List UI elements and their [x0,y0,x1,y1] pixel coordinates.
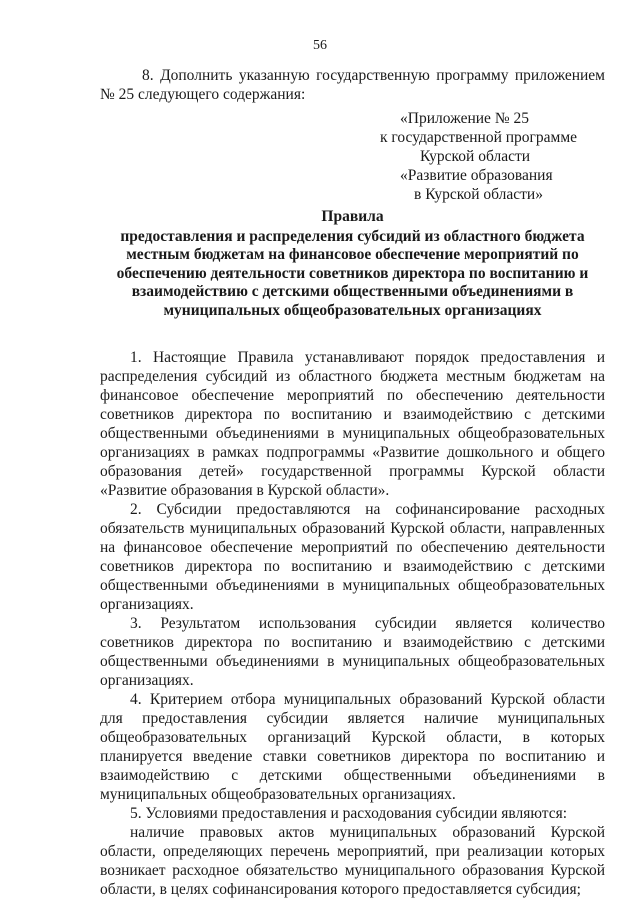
paragraph-5-condition-1: наличие правовых актов муниципальных образований Курской области, определяющих перечень мероприятий, при реализации которых возникает расходное обязательство муниципального образования Курской области, в целях софинансирования которого предоставляется субсидия; [100,824,605,898]
rules-subtitle: предоставления и распределения субсидий из областного бюджета местным бюджетам на финансовое обеспечение мероприятий по обеспечению деятельности советников директора по воспитанию и взаимодействию с детскими общественными объединениями в муниципальных общеобразовательных организациях [116,227,589,319]
page-number: 56 [313,38,327,53]
paragraph-5: 5. Условиями предоставления и расходования субсидии являются: [130,805,568,822]
paragraph-4: 4. Критерием отбора муниципальных образований Курской области для предоставления субсидии является наличие муниципальных общеобразовательных организаций Курской области, в которых планируется введение ставки советников директора по воспитанию и взаимодействию с детскими общественными объединениями в муниципальных общеобразовательных организациях. [100,691,605,803]
appendix-line: Курской области [420,148,531,165]
appendix-line: в Курской области» [414,186,543,203]
appendix-reference [370,109,610,204]
paragraph-2: 2. Субсидии предоставляются на софинансирование расходных обязательств муниципальных образований Курской области, направленных на финансовое обеспечение мероприятий по обеспечению деятельности советников директора по воспитанию и взаимодействию с детскими общественными объединениями в муниципальных общеобразовательных организациях. [100,501,605,613]
appendix-line: «Приложение № 25 [400,110,529,127]
appendix-line: к государственной программе [380,129,578,146]
rules-title-block [100,208,605,320]
appendix-line: «Развитие образования [400,167,553,184]
rules-title: Правила [321,208,384,225]
intro-section [100,66,605,104]
intro-paragraph: 8. Дополнить указанную государственную программу приложением № 25 следующего содержания: [100,67,605,103]
paragraph-3: 3. Результатом использования субсидии является количество советников директора по воспитанию и взаимодействию с детскими общественными объединениями в муниципальных общеобразовательных организациях. [100,615,605,689]
paragraph-1: 1. Настоящие Правила устанавливают порядок предоставления и распределения субсидий из областного бюджета местным бюджетам на финансовое обеспечение мероприятий по обеспечению деятельности советников директора по воспитанию и взаимодействию с детскими общественными объединениями в муниципальных общеобразовательных организациях в рамках подпрограммы «Развитие дошкольного и общего образования детей» государственной программы Курской области «Развитие образования в Курской области». [100,349,605,499]
rules-body [100,348,605,899]
